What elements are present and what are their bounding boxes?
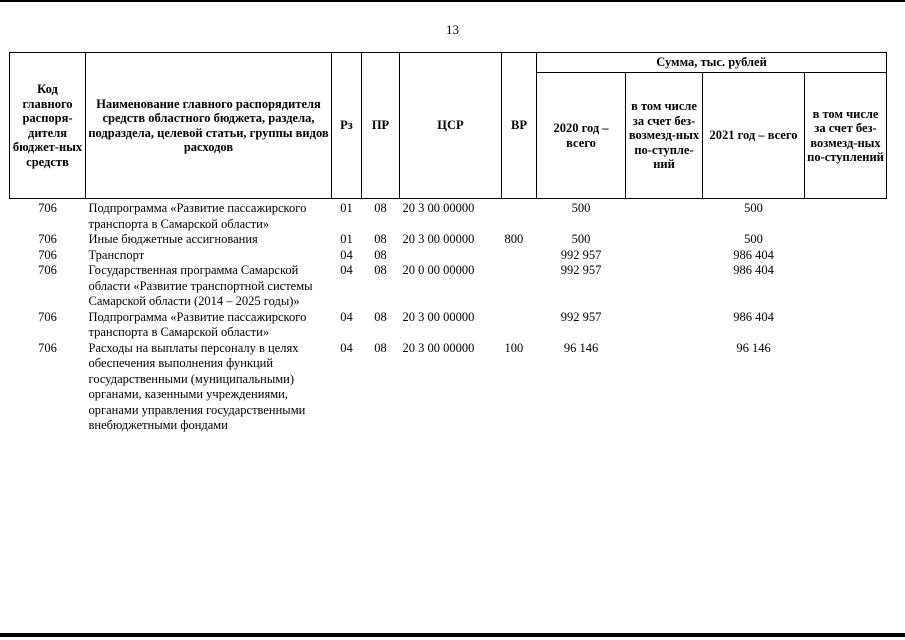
cell-gratuitous-2021	[805, 248, 887, 264]
cell-code: 706	[38, 201, 57, 215]
cell-gratuitous-2020	[626, 248, 703, 264]
header-rz: Рз	[332, 53, 362, 199]
cell-gratuitous-2020	[626, 199, 703, 233]
cell-sum-2020: 500	[571, 201, 591, 215]
cell-rz: 01	[340, 201, 353, 215]
cell-sum-2021: 96 146	[736, 340, 771, 355]
cell-pr: 08	[374, 340, 387, 355]
table-row	[10, 310, 887, 341]
cell-csr: 20 3 00 00000	[402, 309, 475, 324]
cell-vr: 800	[504, 232, 524, 246]
cell-vr	[502, 263, 537, 310]
header-csr: ЦСР	[400, 53, 502, 199]
cell-name: Транспорт	[88, 247, 145, 262]
cell-sum-2020: 992 957	[560, 309, 602, 324]
cell-code: 706	[38, 340, 57, 355]
cell-gratuitous-2021	[805, 232, 887, 248]
header-2020-total: 2020 год – всего	[537, 73, 626, 199]
cell-name: Расходы на выплаты персоналу в целях обеспечения выполнения функций государственными (муниципальными) органами, казенными учреждениями, органами управления государственными внебюджетными фондами	[88, 340, 306, 432]
cell-pr: 08	[374, 263, 387, 277]
cell-sum-2021: 500	[744, 232, 763, 246]
cell-name: Государственная программа Самарской области «Развитие транспортной системы Самарской области (2014 – 2025 годы)»	[88, 263, 313, 308]
header-2021-total: 2021 год – всего	[703, 73, 805, 199]
cell-gratuitous-2021	[805, 199, 887, 233]
cell-vr	[502, 199, 537, 233]
cell-gratuitous-2020	[626, 310, 703, 341]
cell-pr: 08	[374, 309, 387, 324]
cell-rz: 04	[340, 309, 353, 324]
cell-sum-2021: 986 404	[733, 247, 774, 262]
table-row	[10, 263, 887, 310]
cell-sum-2021: 986 404	[733, 263, 774, 277]
cell-pr: 08	[374, 201, 387, 215]
cell-csr	[400, 248, 502, 264]
cell-name: Подпрограмма «Развитие пассажирского транспорта в Самарской области»	[88, 201, 307, 231]
budget-table	[9, 52, 887, 434]
table-row	[10, 248, 887, 264]
header-sum-group: Сумма, тыс. рублей	[537, 53, 887, 73]
cell-sum-2020: 500	[571, 232, 591, 246]
cell-code: 706	[38, 263, 57, 277]
cell-gratuitous-2021	[805, 263, 887, 310]
page-number: 13	[446, 22, 459, 37]
header-code: Код главного распоря-дителя бюджет-ных средств	[10, 53, 86, 199]
cell-name: Иные бюджетные ассигнования	[88, 232, 258, 246]
table-row	[10, 341, 887, 434]
cell-pr: 08	[374, 247, 387, 262]
cell-sum-2021: 500	[744, 201, 763, 215]
table-body	[10, 199, 887, 434]
bottom-border-line	[0, 633, 905, 637]
top-border-line	[0, 0, 905, 2]
cell-gratuitous-2021	[805, 341, 887, 434]
header-vr: ВР	[502, 53, 537, 199]
table-row	[10, 199, 887, 233]
cell-rz: 04	[340, 247, 353, 262]
cell-gratuitous-2020	[626, 232, 703, 248]
cell-vr	[502, 310, 537, 341]
cell-sum-2020: 992 957	[560, 263, 602, 277]
cell-sum-2020: 992 957	[560, 247, 602, 262]
cell-rz: 04	[340, 340, 353, 355]
header-pr: ПР	[362, 53, 400, 199]
header-2020-gratuitous: в том числе за счет без-возмезд-ных по-ступле-ний	[626, 73, 703, 199]
table-header	[10, 53, 887, 199]
cell-csr: 20 3 00 00000	[402, 340, 475, 355]
cell-csr: 20 0 00 00000	[402, 263, 475, 277]
cell-csr: 20 3 00 00000	[402, 201, 475, 215]
cell-gratuitous-2020	[626, 263, 703, 310]
cell-gratuitous-2021	[805, 310, 887, 341]
cell-vr: 100	[504, 340, 524, 355]
cell-vr	[502, 248, 537, 264]
cell-code: 706	[38, 247, 57, 262]
header-name: Наименование главного распорядителя средств областного бюджета, раздела, подраздела, целевой статьи, группы видов расходов	[86, 53, 332, 199]
cell-name: Подпрограмма «Развитие пассажирского транспорта в Самарской области»	[88, 309, 307, 339]
table-row	[10, 232, 887, 248]
cell-rz: 04	[340, 263, 353, 277]
header-2021-gratuitous: в том числе за счет без-возмезд-ных по-ступлений	[805, 73, 887, 199]
cell-code: 706	[38, 232, 57, 246]
cell-sum-2020: 96 146	[563, 340, 599, 355]
cell-rz: 01	[340, 232, 353, 246]
cell-pr: 08	[374, 232, 387, 246]
cell-sum-2021: 986 404	[733, 309, 774, 324]
cell-code: 706	[38, 309, 57, 324]
cell-csr: 20 3 00 00000	[402, 232, 475, 246]
cell-gratuitous-2020	[626, 341, 703, 434]
